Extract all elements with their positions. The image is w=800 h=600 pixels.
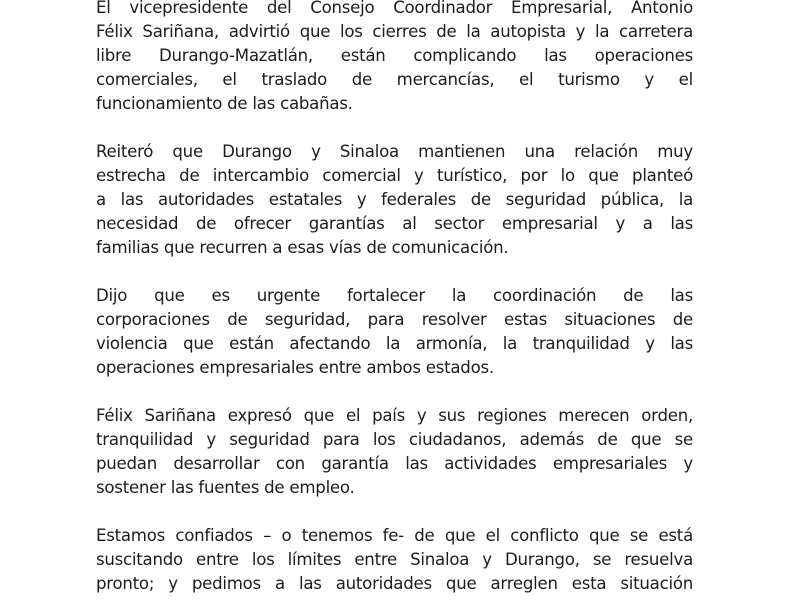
text-line: familias que recurren a esas vías de comunicación. bbox=[96, 238, 509, 257]
text-line: libre Durango-Mazatlán, están complicando las operaciones bbox=[96, 46, 693, 65]
paragraph-5 bbox=[96, 524, 693, 596]
text-line: sostener las fuentes de empleo. bbox=[96, 478, 355, 497]
text-line: puedan desarrollar con garantía las actividades empresariales y bbox=[96, 454, 693, 473]
text-line: tranquilidad y seguridad para los ciudadanos, además de que se bbox=[96, 430, 693, 449]
text-line: funcionamiento de las cabañas. bbox=[96, 94, 353, 113]
paragraph-3 bbox=[96, 284, 693, 380]
text-line: Reiteró que Durango y Sinaloa mantienen una relación muy bbox=[96, 142, 693, 161]
text-line: El vicepresidente del Consejo Coordinador Empresarial, Antonio bbox=[96, 0, 693, 17]
text-line: Félix Sariñana, advirtió que los cierres de la autopista y la carretera bbox=[96, 22, 693, 41]
text-line: pronto; y pedimos a las autoridades que arreglen esta situación bbox=[96, 574, 693, 593]
text-line: Félix Sariñana expresó que el país y sus regiones merecen orden, bbox=[96, 406, 693, 425]
text-line: suscitando entre los límites entre Sinaloa y Durango, se resuelva bbox=[96, 550, 693, 569]
article-body bbox=[96, 0, 693, 600]
text-line: operaciones empresariales entre ambos estados. bbox=[96, 358, 494, 377]
text-line: violencia que están afectando la armonía, la tranquilidad y las bbox=[96, 334, 693, 353]
text-line: a las autoridades estatales y federales de seguridad pública, la bbox=[96, 190, 693, 209]
text-line: comerciales, el traslado de mercancías, el turismo y el bbox=[96, 70, 693, 89]
paragraph-1 bbox=[96, 0, 693, 116]
text-line: Dijo que es urgente fortalecer la coordinación de las bbox=[96, 286, 693, 305]
paragraph-2 bbox=[96, 140, 693, 260]
text-line: estrecha de intercambio comercial y turístico, por lo que planteó bbox=[96, 166, 693, 185]
text-line: corporaciones de seguridad, para resolver estas situaciones de bbox=[96, 310, 693, 329]
text-line: necesidad de ofrecer garantías al sector empresarial y a las bbox=[96, 214, 693, 233]
paragraph-4 bbox=[96, 404, 693, 500]
text-line: Estamos confiados – o tenemos fe- de que el conflicto que se está bbox=[96, 526, 693, 545]
